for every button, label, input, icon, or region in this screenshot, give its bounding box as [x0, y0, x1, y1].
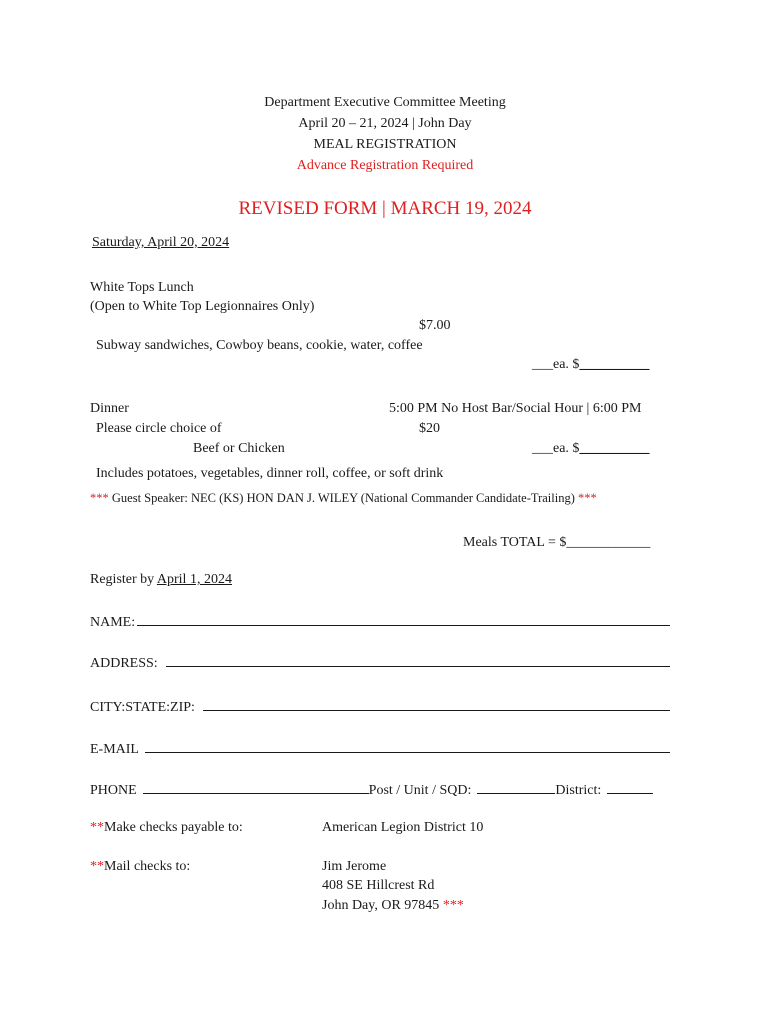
guest-speaker-line	[90, 491, 597, 506]
dinner-amount-blank: __________	[579, 441, 650, 456]
post-label: Post / Unit / SQD:	[368, 783, 472, 798]
dinner-price: $20	[419, 421, 440, 436]
email-line[interactable]	[145, 738, 670, 753]
advance-registration-note: Advance Registration Required	[296, 158, 474, 173]
meals-total-blank: ____________	[566, 535, 651, 550]
speaker-stars-left: ***	[90, 491, 109, 505]
dinner-quantity-field[interactable]	[532, 441, 649, 457]
dinner-quantity-label: ___ea. $	[532, 441, 580, 456]
meals-total-label: Meals TOTAL = $	[463, 535, 567, 550]
mail-street: 408 SE Hillcrest Rd	[322, 878, 435, 893]
lunch-amount-blank: __________	[579, 357, 650, 372]
lunch-note: (Open to White Top Legionnaires Only)	[90, 299, 315, 314]
phone-row[interactable]	[90, 781, 670, 799]
phone-label: PHONE	[90, 783, 137, 798]
mail-stars: **	[90, 859, 104, 874]
meeting-title: Department Executive Committee Meeting	[264, 95, 506, 110]
speaker-text: Guest Speaker: NEC (KS) HON DAN J. WILEY (National Commander Candidate-Trailing)	[111, 491, 575, 505]
meals-total-field[interactable]	[463, 535, 650, 551]
mail-city-stars: ***	[442, 898, 464, 913]
post-line[interactable]	[477, 781, 555, 794]
meeting-dates: April 20 – 21, 2024 | John Day	[298, 116, 472, 131]
address-label: ADDRESS:	[90, 656, 158, 671]
city-state-zip-field[interactable]	[90, 696, 670, 716]
revised-form-heading: REVISED FORM | MARCH 19, 2024	[238, 198, 532, 219]
lunch-quantity-label: ___ea. $	[532, 357, 580, 372]
mail-city: John Day, OR 97845	[322, 898, 440, 913]
city-state-zip-label: CITY:STATE:ZIP:	[90, 700, 195, 715]
dinner-title: Dinner	[90, 401, 129, 416]
checks-label: Make checks payable to:	[104, 820, 243, 835]
checks-payable-value: American Legion District 10	[322, 820, 484, 835]
dinner-instruction: Please circle choice of	[96, 421, 222, 436]
address-line[interactable]	[166, 652, 670, 667]
lunch-title: White Tops Lunch	[90, 280, 194, 295]
mail-label: Mail checks to:	[104, 859, 191, 874]
mail-city-line	[322, 898, 464, 914]
day-heading: Saturday, April 20, 2024	[92, 235, 230, 250]
dinner-choice[interactable]: Beef or Chicken	[193, 441, 285, 456]
district-line[interactable]	[607, 781, 653, 794]
checks-stars: **	[90, 820, 104, 835]
mail-checks-label	[90, 859, 190, 875]
checks-payable-label	[90, 820, 243, 836]
lunch-quantity-field[interactable]	[532, 357, 649, 373]
mail-name: Jim Jerome	[322, 859, 387, 874]
register-deadline	[90, 572, 232, 588]
name-line[interactable]	[137, 611, 670, 626]
name-field[interactable]	[90, 611, 670, 631]
speaker-stars-right: ***	[578, 491, 597, 505]
phone-line[interactable]	[143, 781, 369, 794]
lunch-price: $7.00	[419, 318, 451, 333]
city-state-zip-line[interactable]	[203, 696, 670, 711]
register-prefix: Register by	[90, 572, 157, 587]
dinner-includes: Includes potatoes, vegetables, dinner roll, coffee, or soft drink	[96, 466, 444, 481]
lunch-menu: Subway sandwiches, Cowboy beans, cookie, water, coffee	[96, 338, 423, 353]
email-label: E-MAIL	[90, 742, 139, 757]
address-field[interactable]	[90, 652, 670, 672]
dinner-time: 5:00 PM No Host Bar/Social Hour | 6:00 PM	[389, 401, 642, 416]
name-label: NAME:	[90, 615, 136, 630]
register-date: April 1, 2024	[156, 572, 232, 587]
email-field[interactable]	[90, 738, 670, 758]
form-title: MEAL REGISTRATION	[313, 137, 457, 152]
district-label: District:	[555, 783, 602, 798]
